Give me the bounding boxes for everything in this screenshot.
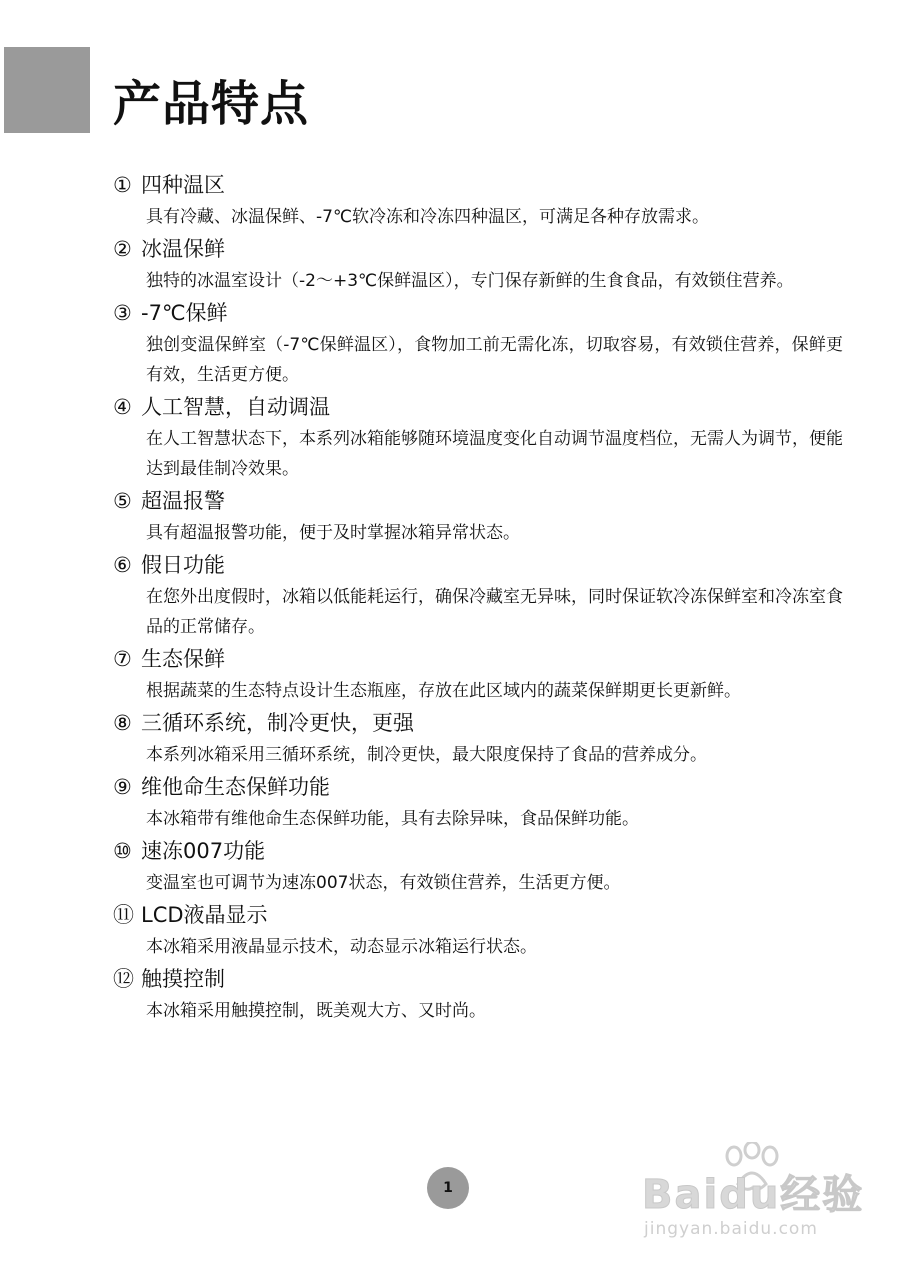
feature-number: ⑪ bbox=[113, 903, 134, 927]
page-title: 产品特点 bbox=[113, 76, 310, 132]
feature-description: 本冰箱采用触摸控制，既美观大方、又时尚。 bbox=[146, 1001, 486, 1021]
watermark-url: jingyan.baidu.com bbox=[644, 1219, 818, 1239]
feature-item-5 bbox=[113, 484, 843, 548]
feature-description: 在您外出度假时，冰箱以低能耗运行，确保冷藏室无异味，同时保证软冷冻保鲜室和冷冻室食品的正常储存。 bbox=[146, 587, 843, 637]
feature-number: ④ bbox=[113, 395, 132, 419]
feature-description: 根据蔬菜的生态特点设计生态瓶座，存放在此区域内的蔬菜保鲜期更长更新鲜。 bbox=[146, 681, 741, 701]
feature-title: 四种温区 bbox=[141, 173, 225, 197]
feature-item-10 bbox=[113, 834, 843, 898]
feature-item-9 bbox=[113, 770, 843, 834]
feature-number: ③ bbox=[113, 301, 132, 325]
feature-list bbox=[113, 168, 843, 1026]
feature-heading bbox=[113, 770, 843, 804]
feature-number: ⑩ bbox=[113, 839, 132, 863]
feature-item-7 bbox=[113, 642, 843, 706]
feature-heading bbox=[113, 706, 843, 740]
feature-heading bbox=[113, 168, 843, 202]
feature-title: 触摸控制 bbox=[141, 967, 225, 991]
feature-description: 变温室也可调节为速冻007状态，有效锁住营养，生活更方便。 bbox=[146, 873, 621, 893]
feature-description: 具有超温报警功能，便于及时掌握冰箱异常状态。 bbox=[146, 523, 520, 543]
feature-item-12 bbox=[113, 962, 843, 1026]
feature-item-2 bbox=[113, 232, 843, 296]
feature-title: 三循环系统，制冷更快，更强 bbox=[141, 711, 414, 735]
feature-heading bbox=[113, 390, 843, 424]
feature-heading bbox=[113, 296, 843, 330]
feature-heading bbox=[113, 548, 843, 582]
feature-heading bbox=[113, 484, 843, 518]
feature-description: 具有冷藏、冰温保鲜、-7℃软冷冻和冷冻四种温区，可满足各种存放需求。 bbox=[146, 207, 710, 227]
paw-icon bbox=[718, 1142, 788, 1194]
feature-description: 本冰箱带有维他命生态保鲜功能，具有去除异味，食品保鲜功能。 bbox=[146, 809, 639, 829]
feature-number: ⑤ bbox=[113, 489, 132, 513]
feature-heading bbox=[113, 898, 843, 932]
feature-title: LCD液晶显示 bbox=[141, 903, 268, 927]
feature-title: 维他命生态保鲜功能 bbox=[141, 775, 330, 799]
feature-title: -7℃保鲜 bbox=[141, 301, 228, 325]
feature-item-6 bbox=[113, 548, 843, 642]
watermark-brand: Baidu经验 bbox=[642, 1172, 865, 1218]
feature-heading bbox=[113, 232, 843, 266]
feature-title: 超温报警 bbox=[141, 489, 225, 513]
feature-item-4 bbox=[113, 390, 843, 484]
feature-title: 假日功能 bbox=[141, 553, 225, 577]
feature-number: ① bbox=[113, 173, 132, 197]
page-number-badge: 1 bbox=[427, 1167, 469, 1209]
watermark bbox=[640, 1142, 865, 1247]
feature-item-8 bbox=[113, 706, 843, 770]
feature-description: 本系列冰箱采用三循环系统，制冷更快，最大限度保持了食品的营养成分。 bbox=[146, 745, 707, 765]
feature-number: ② bbox=[113, 237, 132, 261]
feature-heading bbox=[113, 834, 843, 868]
feature-number: ⑧ bbox=[113, 711, 132, 735]
feature-description: 本冰箱采用液晶显示技术，动态显示冰箱运行状态。 bbox=[146, 937, 537, 957]
feature-number: ⑫ bbox=[113, 967, 134, 991]
feature-description: 在人工智慧状态下，本系列冰箱能够随环境温度变化自动调节温度档位，无需人为调节，便能达到最佳制冷效果。 bbox=[146, 429, 843, 479]
feature-description: 独创变温保鲜室（-7℃保鲜温区），食物加工前无需化冻，切取容易，有效锁住营养，保鲜更有效，生活更方便。 bbox=[146, 335, 843, 385]
feature-item-11 bbox=[113, 898, 843, 962]
feature-heading bbox=[113, 962, 843, 996]
feature-description: 独特的冰温室设计（-2～+3℃保鲜温区），专门保存新鲜的生食食品，有效锁住营养。 bbox=[146, 271, 794, 291]
feature-title: 人工智慧，自动调温 bbox=[141, 395, 330, 419]
feature-title: 生态保鲜 bbox=[141, 647, 225, 671]
feature-number: ⑨ bbox=[113, 775, 132, 799]
feature-number: ⑦ bbox=[113, 647, 132, 671]
feature-number: ⑥ bbox=[113, 553, 132, 577]
feature-item-1 bbox=[113, 168, 843, 232]
feature-heading bbox=[113, 642, 843, 676]
feature-title: 冰温保鲜 bbox=[141, 237, 225, 261]
feature-title: 速冻007功能 bbox=[141, 839, 266, 863]
title-accent-block bbox=[4, 47, 90, 133]
feature-item-3 bbox=[113, 296, 843, 390]
